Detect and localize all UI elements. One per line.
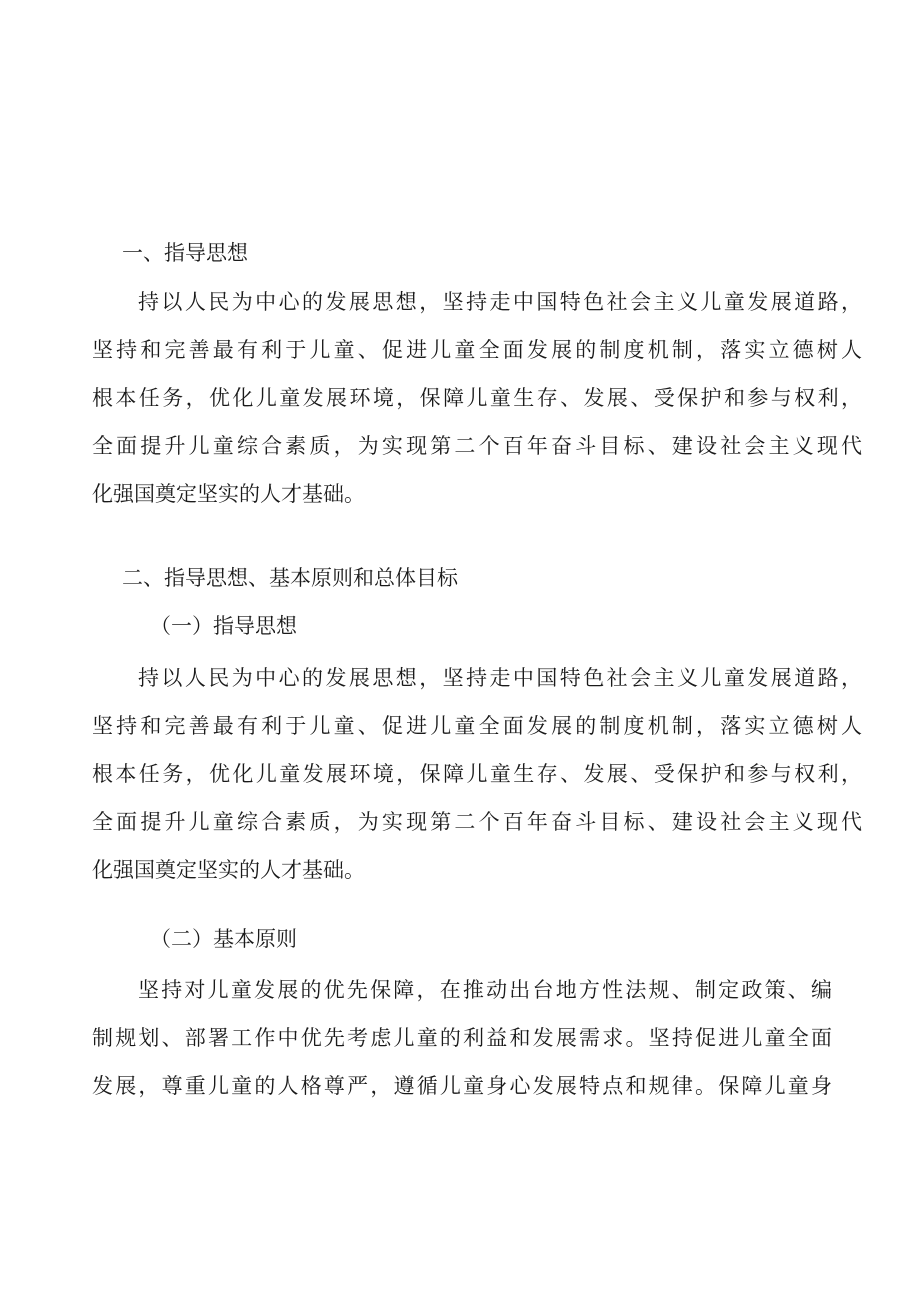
section-heading: 二、指导思想、基本原则和总体目标 <box>122 566 458 590</box>
section-heading: 一、指导思想 <box>122 241 248 265</box>
paragraph-line: 全面提升儿童综合素质，为实现第二个百年奋斗目标、建设社会主义现代 <box>92 810 862 834</box>
paragraph-line: 制规划、部署工作中优先考虑儿童的利益和发展需求。坚持促进儿童全面 <box>92 1026 832 1050</box>
subsection-heading: （一）指导思想 <box>150 614 297 638</box>
paragraph-line: 坚持和完善最有利于儿童、促进儿童全面发展的制度机制，落实立德树人 <box>92 338 862 362</box>
paragraph-line: 发展，尊重儿童的人格尊严，遵循儿童身心发展特点和规律。保障儿童身 <box>92 1074 832 1098</box>
paragraph-line: 持以人民为中心的发展思想，坚持走中国特色社会主义儿童发展道路， <box>138 666 862 690</box>
paragraph-line: 坚持和完善最有利于儿童、促进儿童全面发展的制度机制，落实立德树人 <box>92 714 862 738</box>
paragraph <box>92 966 862 1110</box>
paragraph-line: 根本任务，优化儿童发展环境，保障儿童生存、发展、受保护和参与权利， <box>92 386 862 410</box>
paragraph-line: 化强国奠定坚实的人才基础。 <box>92 858 365 882</box>
paragraph <box>92 278 862 518</box>
paragraph-line: 坚持对儿童发展的优先保障，在推动出台地方性法规、制定政策、编 <box>138 978 832 1002</box>
paragraph <box>92 654 862 894</box>
paragraph-line: 根本任务，优化儿童发展环境，保障儿童生存、发展、受保护和参与权利， <box>92 762 862 786</box>
paragraph-line: 全面提升儿童综合素质，为实现第二个百年奋斗目标、建设社会主义现代 <box>92 434 862 458</box>
paragraph-line: 化强国奠定坚实的人才基础。 <box>92 482 365 506</box>
paragraph-line: 持以人民为中心的发展思想，坚持走中国特色社会主义儿童发展道路， <box>138 290 862 314</box>
subsection-heading: （二）基本原则 <box>150 927 297 951</box>
